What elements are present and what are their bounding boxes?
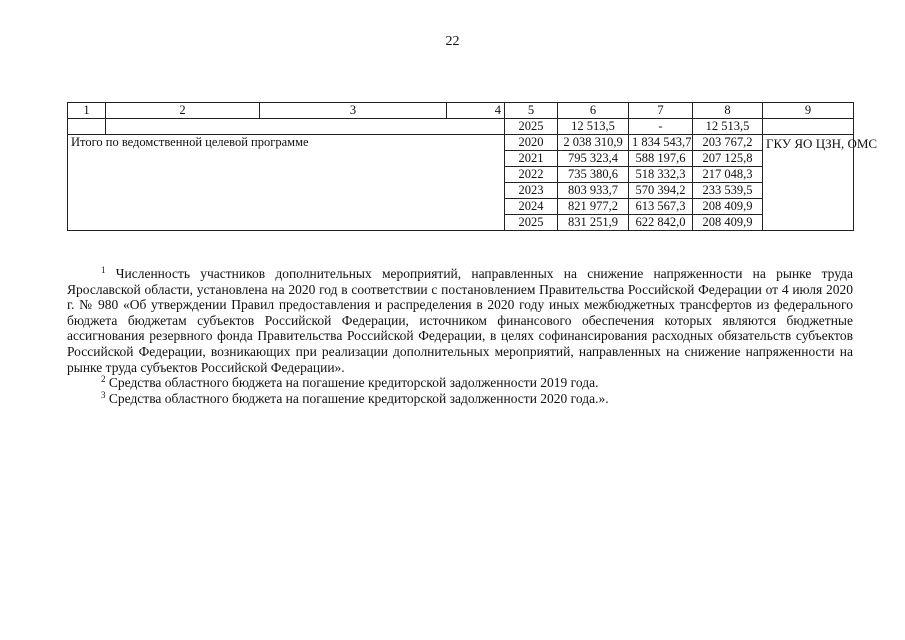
column-number: 9 xyxy=(763,103,854,119)
federal-cell: 622 842,0 xyxy=(629,215,693,231)
regional-cell: 207 125,8 xyxy=(693,151,763,167)
federal-cell: 518 332,3 xyxy=(629,167,693,183)
year-cell: 2025 xyxy=(505,119,558,135)
footnote xyxy=(67,391,853,407)
total-cell: 821 977,2 xyxy=(558,199,629,215)
column-number: 7 xyxy=(629,103,693,119)
summary-label: Итого по ведомственной целевой программе xyxy=(68,135,505,231)
column-number: 4 xyxy=(447,103,505,119)
regional-cell: 217 048,3 xyxy=(693,167,763,183)
column-number-row xyxy=(68,103,854,119)
total-cell: 795 323,4 xyxy=(558,151,629,167)
federal-cell: 613 567,3 xyxy=(629,199,693,215)
column-number: 3 xyxy=(260,103,447,119)
regional-cell: 208 409,9 xyxy=(693,215,763,231)
empty-cell xyxy=(68,119,106,135)
year-cell: 2021 xyxy=(505,151,558,167)
executor-cell: ГКУ ЯО ЦЗН, ОМС xyxy=(763,135,854,231)
footnotes xyxy=(67,266,853,406)
year-cell: 2022 xyxy=(505,167,558,183)
federal-cell: 570 394,2 xyxy=(629,183,693,199)
regional-cell: 233 539,5 xyxy=(693,183,763,199)
column-number: 8 xyxy=(693,103,763,119)
total-cell: 735 380,6 xyxy=(558,167,629,183)
year-cell: 2025 xyxy=(505,215,558,231)
footnote-text: Средства областного бюджета на погашение кредиторской задолженности 2019 года. xyxy=(108,375,599,391)
total-cell: 831 251,9 xyxy=(558,215,629,231)
footnote-mark: 2 xyxy=(101,374,106,385)
federal-cell: 588 197,6 xyxy=(629,151,693,167)
table-row xyxy=(68,119,854,135)
federal-cell: - xyxy=(629,119,693,135)
regional-cell: 12 513,5 xyxy=(693,119,763,135)
year-cell: 2020 xyxy=(505,135,558,151)
regional-cell: 203 767,2 xyxy=(693,135,763,151)
footnote-text: Средства областного бюджета на погашение кредиторской задолженности 2020 года.». xyxy=(108,390,609,406)
federal-cell: 1 834 543,7 xyxy=(629,135,693,151)
year-cell: 2024 xyxy=(505,199,558,215)
column-number: 5 xyxy=(505,103,558,119)
total-cell: 2 038 310,9 xyxy=(558,135,629,151)
budget-table xyxy=(67,102,878,231)
empty-cell xyxy=(106,119,505,135)
footnote-text: Численность участников дополнительных мероприятий, направленных на снижение напряженности на рынке труда Ярославской области, установлена на 2020 год в соответствии с постановлением Правительства Российской Федерации от 4 июля 2020 г. № 980 «Об утверждении Правил предоставления и распределения в 2020 году иных межбюджетных трансфертов из федерального бюджета бюджетам субъектов Российской Федерации, источником финансового обеспечения которых являются бюджетные ассигнования резервного фонда Правительства Российской Федерации, в целях софинансирования расходных обязательств субъектов Российской Федерации, возникающих при реализации дополнительных мероприятий, направленных на снижение напряженности на рынке труда субъектов Российской Федерации». xyxy=(67,266,853,375)
page-number: 22 xyxy=(445,34,460,49)
total-cell: 12 513,5 xyxy=(558,119,629,135)
footnote-mark: 1 xyxy=(101,265,106,275)
footnote xyxy=(67,375,853,391)
column-number: 2 xyxy=(106,103,260,119)
regional-cell: 208 409,9 xyxy=(693,199,763,215)
column-number: 1 xyxy=(68,103,106,119)
empty-cell xyxy=(763,119,854,135)
footnote xyxy=(67,266,853,375)
total-cell: 803 933,7 xyxy=(558,183,629,199)
footnote-mark: 3 xyxy=(101,389,106,400)
year-cell: 2023 xyxy=(505,183,558,199)
table-row xyxy=(68,135,854,151)
column-number: 6 xyxy=(558,103,629,119)
